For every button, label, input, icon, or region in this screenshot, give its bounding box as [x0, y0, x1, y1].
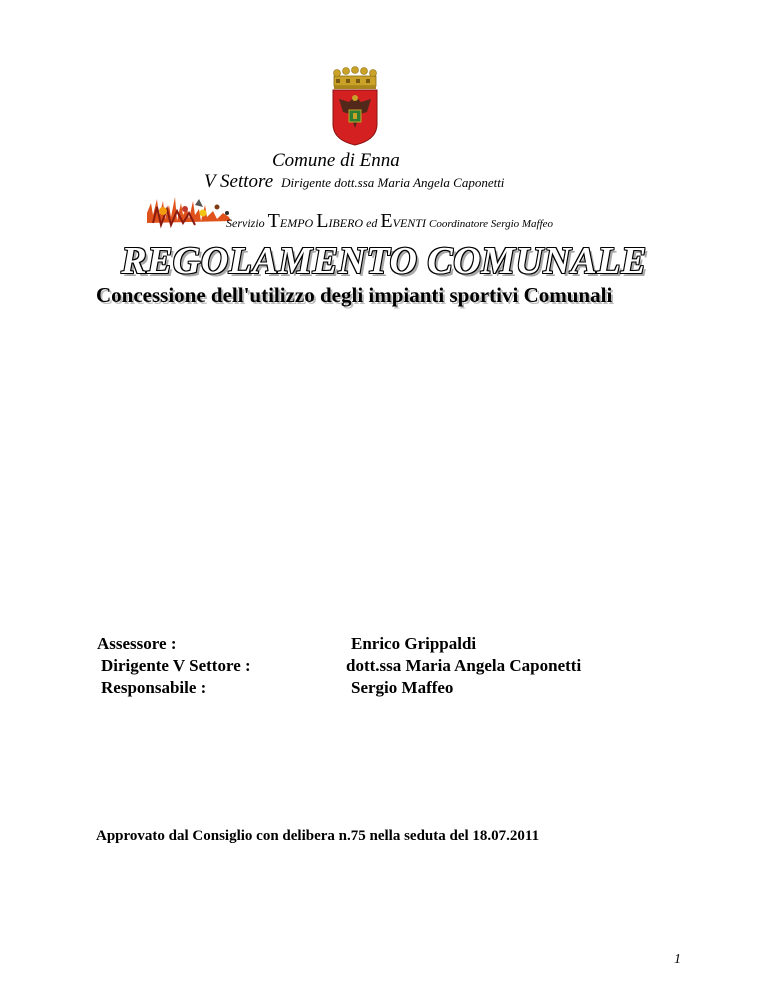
paint-splash-logo-icon	[143, 193, 235, 229]
servizio-empo: EMPO	[279, 216, 314, 230]
comune-name: Comune di Enna	[272, 150, 400, 171]
servizio-ibero: IBERO ed	[328, 216, 378, 230]
role-label-dirigente: Dirigente V Settore :	[101, 656, 251, 675]
settore-line	[204, 171, 504, 193]
role-name-assessore: Enrico Grippaldi	[351, 634, 477, 653]
page-number: 1	[674, 952, 681, 967]
servizio-venti: VENTI	[392, 216, 426, 230]
dirigente-label: Dirigente dott.ssa Maria Angela Caponetti	[281, 175, 505, 190]
servizio-cap-e: E	[380, 210, 393, 232]
coat-of-arms-icon	[328, 66, 382, 146]
servizio-cap-l: L	[316, 210, 329, 232]
servizio-line	[226, 211, 553, 231]
document-title: REGOLAMENTO COMUNALE	[121, 240, 647, 282]
coordinatore-label: Coordinatore Sergio Maffeo	[428, 218, 554, 230]
servizio-prefix: Servizio	[226, 216, 265, 230]
role-name-dirigente: dott.ssa Maria Angela Caponetti	[346, 656, 582, 675]
approval-note: Approvato dal Consiglio con delibera n.75 nella seduta del 18.07.2011	[96, 828, 540, 844]
servizio-cap-t: T	[267, 210, 280, 232]
role-label-responsabile: Responsabile :	[101, 678, 207, 697]
settore-label: V Settore	[204, 171, 274, 192]
role-label-assessore: Assessore :	[97, 634, 177, 653]
document-subtitle: Concessione dell'utilizzo degli impianti sportivi Comunali	[96, 283, 613, 307]
role-name-responsabile: Sergio Maffeo	[351, 678, 454, 697]
